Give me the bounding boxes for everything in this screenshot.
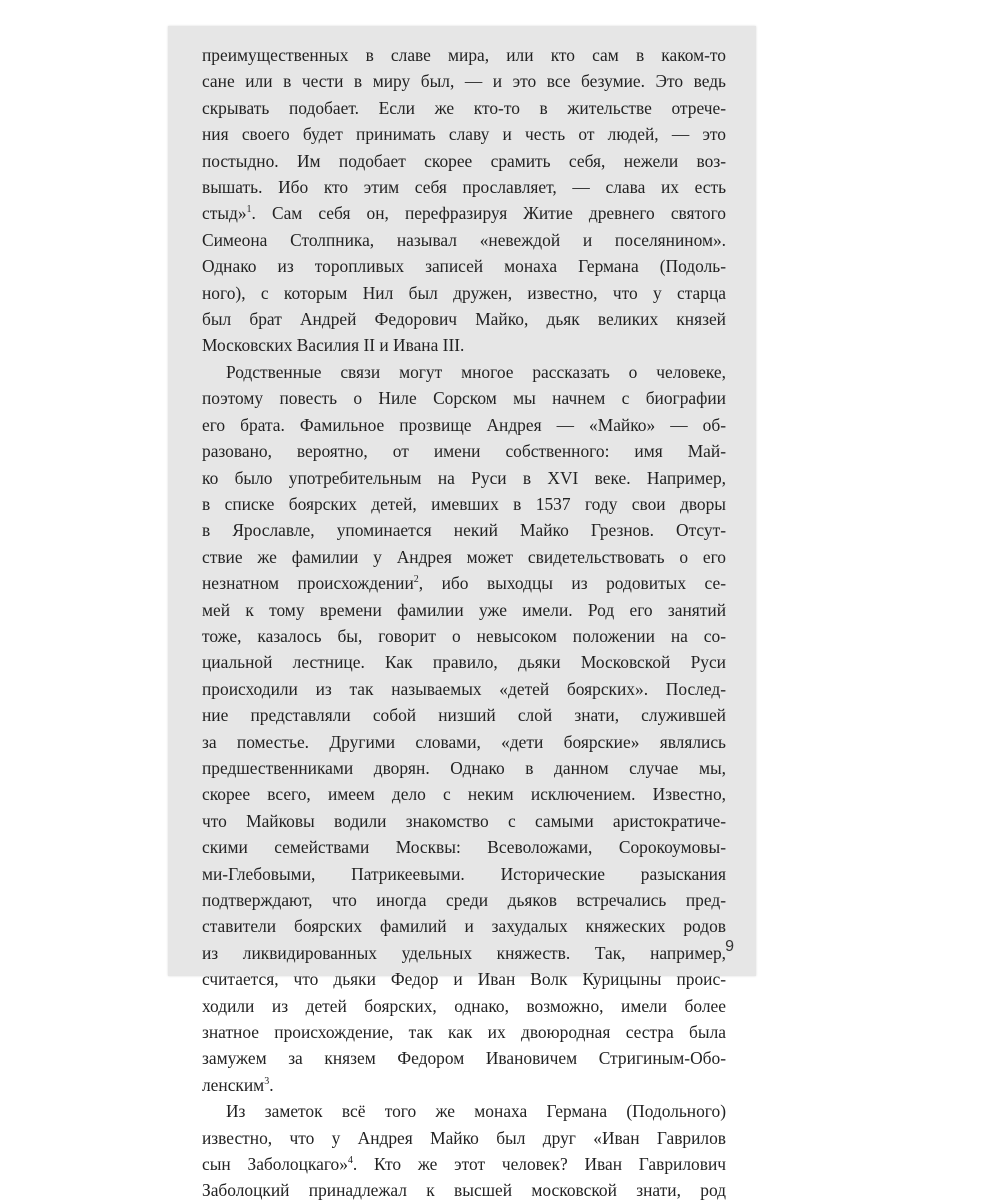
text-line: ставители боярских фамилий и захудалых княжеских родов — [202, 916, 726, 937]
footnote-marker: 2 — [413, 574, 419, 586]
text-line: ние представляли собой низший слой знати, служившей — [202, 705, 726, 726]
text-line: Московских Василия II и Ивана III. — [202, 335, 465, 356]
text-line: подтверждают, что иногда среди дьяков встречались пред- — [202, 890, 726, 910]
text-segment: . — [269, 1074, 274, 1095]
text-line: тоже, казалось бы, говорит о невысоком положении на со- — [202, 625, 726, 646]
text-line: Однако из торопливых записей монаха Германа (Подоль- — [202, 256, 726, 277]
text-line: Заболоцкий принадлежал к высшей московской знати, род — [202, 1180, 726, 1201]
text-segment: . Сам себя он, перефразируя Житие древнего святого — [251, 203, 726, 224]
text-line: был брат Андрей Федорович Майко, дьяк великих князей — [202, 309, 726, 330]
body-text — [202, 42, 726, 1204]
text-line — [202, 570, 726, 596]
text-segment: незнатном происхождении — [202, 573, 414, 594]
text-line: поэтому повесть о Ниле Сорском мы начнем с биографии — [202, 388, 726, 409]
paragraph — [202, 359, 726, 1098]
footnote-marker: 4 — [347, 1155, 353, 1167]
text-line: знатное происхождение, так как их двоюродная сестра была — [202, 1022, 726, 1043]
text-line: Родственные связи могут многое рассказать о человеке, — [226, 361, 726, 382]
text-line: в Ярославле, упоминается некий Майко Грезнов. Отсут- — [202, 520, 726, 541]
book-page — [168, 26, 756, 1201]
text-line: из ликвидированных удельных княжеств. Так, например, — [202, 942, 726, 963]
text-line: мей к тому времени фамилии уже имели. Род его занятий — [202, 599, 726, 620]
text-line — [202, 1151, 726, 1177]
text-line: замужем за князем Федором Ивановичем Стригиным-Обо- — [202, 1048, 726, 1069]
text-line: ного), с которым Нил был дружен, известно, что у старца — [202, 282, 726, 303]
text-line: разовано, вероятно, от имени собственного: имя Май- — [202, 441, 726, 462]
text-line: известно, что у Андрея Майко был друг «Иван Гаврилов — [202, 1127, 726, 1148]
text-line: постыдно. Им подобает скорее срамить себя, нежели воз- — [202, 150, 726, 171]
text-line: циальной лестнице. Как правило, дьяки Московской Руси — [202, 652, 726, 673]
text-line: ния своего будет принимать славу и честь от людей, — это — [202, 124, 726, 145]
page-number: 9 — [725, 938, 734, 955]
text-segment: ленским — [202, 1074, 265, 1095]
text-line: его брата. Фамильное прозвище Андрея — «Майко» — об- — [202, 414, 726, 435]
text-line: происходили из так называемых «детей боярских». Послед- — [202, 678, 726, 699]
text-line: сане или в чести в миру был, — и это все безумие. Это ведь — [202, 71, 726, 92]
text-line: ко было употребительным на Руси в XVI веке. Например, — [202, 467, 726, 488]
text-line: вышать. Ибо кто этим себя прославляет, — слава их есть — [202, 177, 726, 198]
text-line: скорее всего, имеем дело с неким исключением. Известно, — [202, 784, 726, 805]
text-line: ствие же фамилии у Андрея может свидетельствовать о его — [202, 546, 726, 567]
text-segment: , ибо выходцы из родовитых се- — [418, 573, 726, 594]
text-line: что Майковы водили знакомство с самыми аристократиче- — [202, 810, 726, 831]
text-line: за поместье. Другими словами, «дети боярские» являлись — [202, 731, 726, 752]
text-line: предшественниками дворян. Однако в данном случае мы, — [202, 757, 726, 778]
text-line: ходили из детей боярских, однако, возможно, имели более — [202, 995, 726, 1016]
text-line: Из заметок всё того же монаха Германа (Подольного) — [226, 1101, 726, 1122]
paragraph — [202, 42, 726, 359]
text-line: Симеона Столпника, называл «невеждой и поселянином». — [202, 229, 726, 250]
text-line: ми-Глебовыми, Патрикеевыми. Исторические разыскания — [202, 863, 726, 884]
text-line: преимущественных в славе мира, или кто сам в каком-то — [202, 45, 726, 65]
text-segment: стыд» — [202, 203, 247, 224]
text-line — [202, 200, 726, 226]
text-segment: . Кто же этот человек? Иван Гаврилович — [352, 1154, 726, 1175]
text-line — [202, 1072, 726, 1098]
text-line: скрывать подобает. Если же кто-то в жительстве отрече- — [202, 97, 726, 118]
text-line: скими семействами Москвы: Всеволожами, Сорокоумовы- — [202, 837, 726, 858]
footnote-marker: 1 — [246, 204, 252, 216]
text-segment: сын Заболоцкаго» — [202, 1154, 348, 1175]
text-line: в списке боярских детей, имевших в 1537 году свои дворы — [202, 493, 726, 514]
paragraph — [202, 1098, 726, 1204]
text-line: считается, что дьяки Федор и Иван Волк Курицыны проис- — [202, 969, 726, 990]
footnote-marker: 3 — [264, 1076, 270, 1088]
